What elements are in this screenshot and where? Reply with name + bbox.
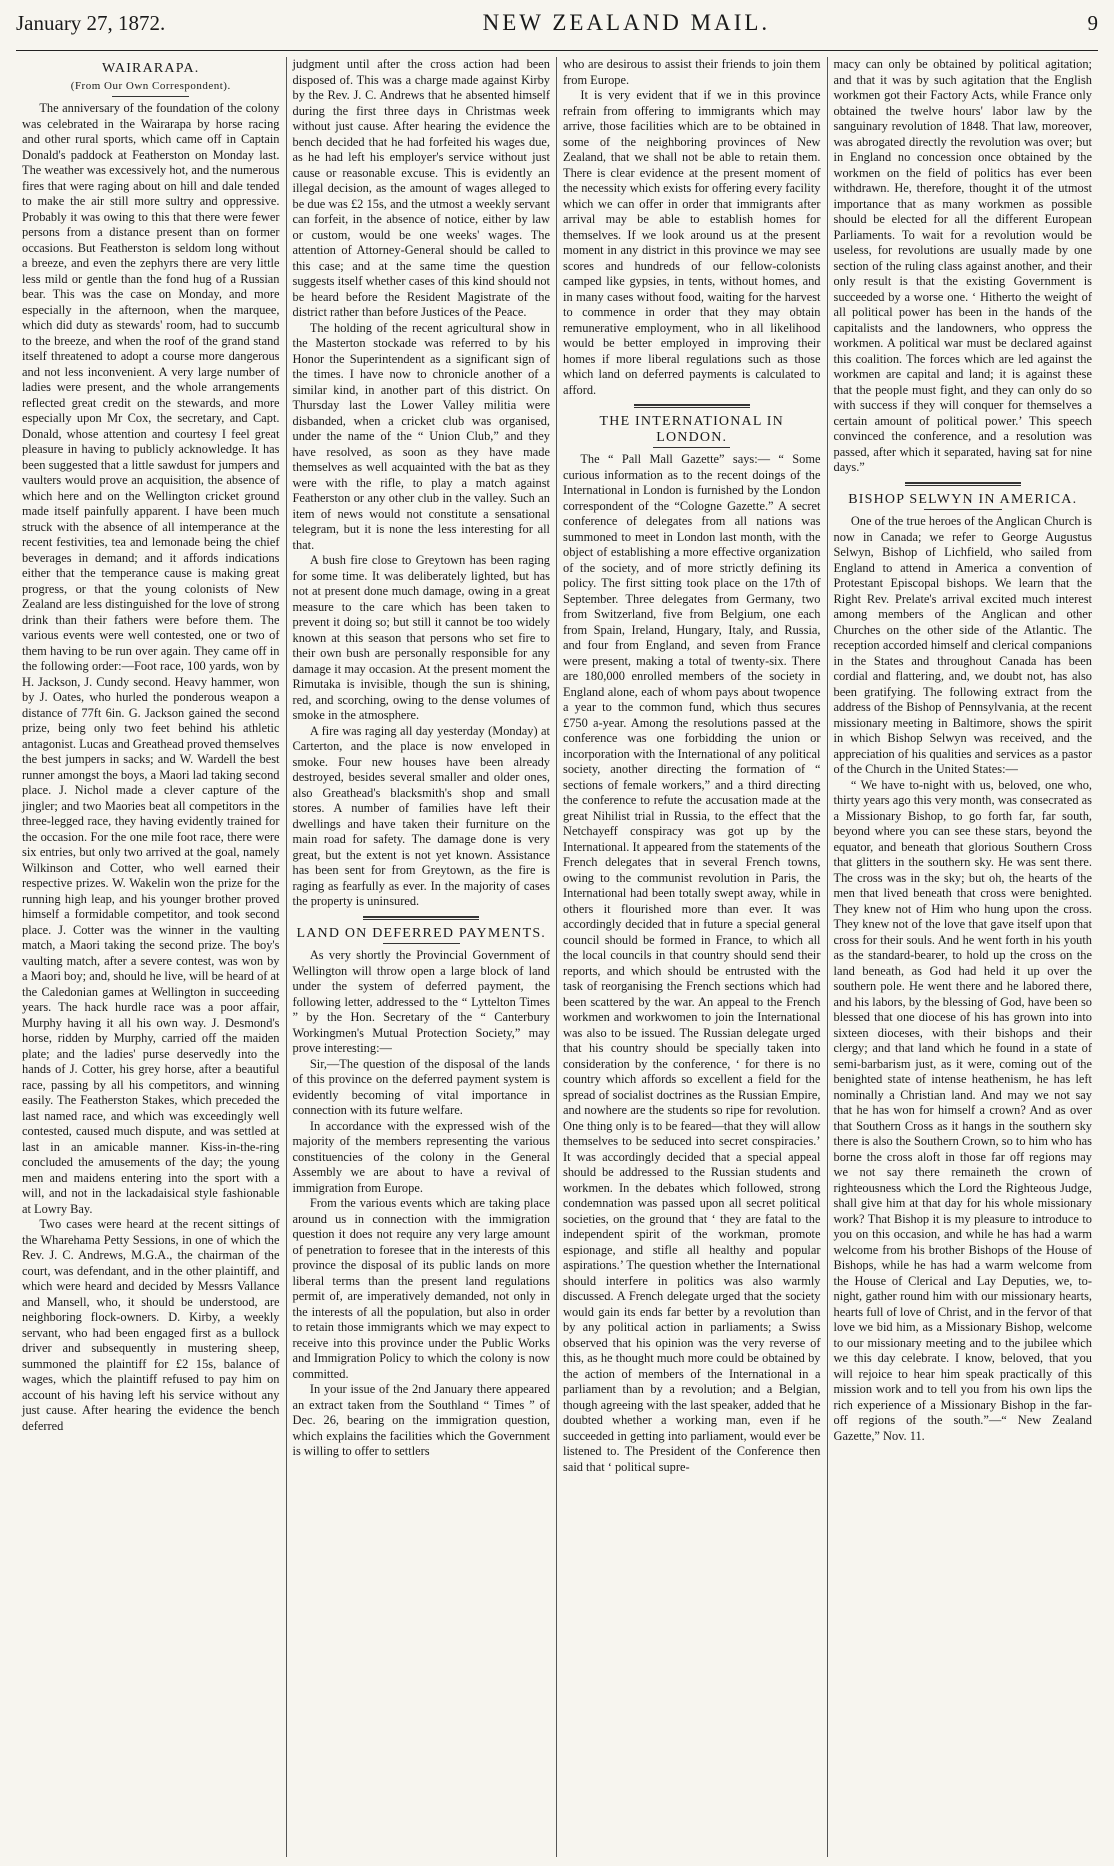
article-heading-international: THE INTERNATIONAL IN LONDON.: [599, 414, 784, 445]
divider: [383, 943, 460, 944]
section-separator: [905, 482, 1021, 486]
article-paragraph: A fire was raging all day yesterday (Monday) at Carterton, and the place is now enveloped in smoke. Four new houses have been already destroyed, besides several smaller and older ones, also Greathead's blacksmith's shop and small stores. A number of families have left their dwellings and have taken their furniture on the main road for safety. The damage done is very great, but the extent is not yet known. Assistance has been sent for from Greytown, as the fire is raging as fearfully as ever. In the majority of cases the property is uninsured.: [292, 723, 550, 908]
article-columns: [16, 57, 1098, 1857]
column-4: [828, 57, 1099, 1857]
article-paragraph: Sir,—The question of the disposal of the lands of this province on the deferred payment system is evidently becoming of vital importance in connection with its future welfare.: [292, 1056, 550, 1117]
article-paragraph: The “ Pall Mall Gazette” says:— “ Some curious information as to the recent doings of the International in London is furnished by the London correspondent of the “Cologne Gazette.” A secret conference of delegates from all nations was summoned to meet in London last month, with the object of establishing a more effective organization of the society, and of more strictly defining its policy. The first sitting took place on the 17th of September. Three delegates from Germany, two from Switzerland, five from Belgium, one each from Spain, Ireland, Hungary, Italy, and Russia, and four from England, and seven from France were present, making a total of twenty-six. There are 180,000 enrolled members of the society in England alone, each of whom pays about twopence a year to the common fund, which thus secures £750 a-year. Among the resolutions passed at the conference was one forbidding the union or incorporation with the International of any political society, another directing the formation of “ sections of female workers,” and a third directing the conference to refute the accusation made at the great Nihilist trial in Russia, to the effect that the Netchayeff conspiracy was got up by the International. It appeared from the statements of the French delegates that in several French towns, owing to the communist revolution in Paris, the International had been totally swept away, while in others it flourished more than ever. It was accordingly decided that in future a special general council should be formed in France, to which all the local councils in that country should send their reports, and which should be entrusted with the task of reorganising the French sections which had been scattered by the war. An appeal to the French workmen and workwomen to join the International was also to be issued. The Russian delegate urged that his country should be specially taken into consideration by the conference, ‘ for there is no country which affords so excellent a field for the spread of socialist doctrines as the Russian Empire, and nowhere are the students so ripe for revolution. One thing only is to be feared—that they will allow themselves to be seduced into secret conspiracies.’ It was accordingly decided that a special appeal should be addressed to the Russian students and workmen. In the debates which followed, strong condemnation was passed upon all secret political societies, on the ground that ‘ they are fatal to the independent spirit of the workman, promote espionage, and stifle all healthy and popular aspirations.’ The question whether the International should interfere in politics was also warmly discussed. A French delegate urged that the society would gain its ends far better by a revolution than by any political action in parliaments; a Swiss observed that his opinion was the very reverse of this, as he thought much more could be obtained by the action of members of the International in a parliament than by a revolution; and a Belgian, though agreeing with the last speaker, added that he doubted whether a working man, even if he succeeded in getting into parliament, would ever be listened to. The President of the Conference then said that ‘ political supre-: [563, 452, 821, 1474]
article-paragraph: who are desirous to assist their friends to join them from Europe.: [563, 57, 821, 87]
article-byline: (From Our Own Correspondent).: [70, 79, 231, 92]
article-paragraph: From the various events which are taking place around us in connection with the immigration question it does not require any very large amount of penetration to foresee that in the interests of this province the disposal of its public lands on more liberal terms than the present land regulations permit of, are imperatively demanded, not only in the interests of all the population, but also in order to retain those immigrants which we may expect to receive into this province under the Public Works and Immigration Policy to which the colony is now committed.: [292, 1196, 550, 1381]
article-paragraph: It is very evident that if we in this province refrain from offering to immigrants which may arrive, those facilities which are to be obtained in some of the neighboring provinces of New Zealand, that we shall not be able to retain them. There is clear evidence at the present moment of the necessity which exists for offering every facility which we can offer in order that immigrants after arrival may be able to establish homes for themselves. If we look around us at the present moment in any district in this province we may see scores and hundreds of our fellow-colonists camped like gypsies, in tents, without homes, and in many cases without food, waiting for the harvest to commence in order that they may obtain remunerative employment, who in all likelihood would be better employed in improving their homes if more liberal regulations such as those which land on deferred payments is calculated to afford.: [563, 88, 821, 397]
article-paragraph: judgment until after the cross action had been disposed of. This was a charge made against Kirby by the Rev. J. C. Andrews that he absented himself during the first three days in Christmas week without just cause. After hearing the evidence the bench decided that he had forfeited his wages due, as he had left his employer's service without just cause or reasonable excuse. This is evidently an illegal decision, as the amount of wages alleged to be due was £2 15s, and the utmost a weekly servant can forfeit, in the absence of notice, either by law or custom, would be one weeks' wages. The attention of Attorney-General should be called to this case; and at the same time the question suggests itself whether cases of this kind should not be heard before the Resident Magistrate of the district rather than before Justices of the Peace.: [292, 57, 550, 319]
article-paragraph: The holding of the recent agricultural show in the Masterton stockade was referred to by his Honor the Superintendent as a significant sign of the times. I have now to chronicle another of a similar kind, in another part of this district. On Thursday last the Lower Valley militia were disbanded, when a cricket club was organised, under the name of the “ Union Club,” and they have resolved, as soon as they have made themselves as well acquainted with the bat as they were with the rifle, to play a match against Featherston or any other club in the valley. Such an item of news would not constitute a sensational telegram, but it is none the less interesting for all that.: [292, 320, 550, 552]
column-1: [16, 57, 287, 1857]
section-separator: [363, 916, 479, 920]
article-paragraph: As very shortly the Provincial Government of Wellington will throw open a large block of land under the system of deferred payment, the following letter, addressed to the “ Lyttelton Times ” by the Hon. Secretary of the “ Canterbury Workingmen's Mutual Protection Society,” may prove interesting:—: [292, 948, 550, 1055]
article-paragraph: “ We have to-night with us, beloved, one who, thirty years ago this very month, was consecrated as a Missionary Bishop, to go forth far, far south, beyond where you can see these stars, beyond the equator, and beneath that glorious Southern Cross that glitters in the southern sky. He was sent there. The cross was in the sky; but oh, the hearts of the men that lived beneath that cross were benighted. They knew not of Him who hung upon the cross. They knew not of the love that gave itself upon that cross for their souls. And he went forth in his youth as the standard-bearer, to hold up the cross on the land beneath, as God had held it up over the southern pole. He went there and he labored there, and his labors, by the blessing of God, have been so blessed that one diocese of his has grown into into sixteen dioceses, with their bishops and their clergy; and that land which he found in a state of semi-barbarism just, as it were, coming out of the benighted state of intense heathenism, he has left nominally a Christian land. And may we not say that he has won for himself a crown? And as over that Southern Cross as it hangs in the southern sky there is also the Southern Crown, so to him who has borne the cross aloft in those far off regions may we not say there remaineth the crown of righteousness which the Lord the Righteous Judge, shall give him at that day for his whole missionary work? That Bishop it is my pleasure to introduce to you on this occasion, and while he has had a warm welcome from his brother Bishops of the House of Bishops, while he has had a warm welcome from the House of Clerical and Lay Deputies, we, to-night, gather round him with our missionary hearts, hearts full of love of Christ, and in the fervor of that love we bid him, as a Missionary Bishop, welcome to our missionary meeting and to the jubilee which we this day celebrate. I know, beloved, that you will rejoice to hear him speak practically of this mission work and to tell you from his own lips the rich experience of a Missionary Bishop in the far-off regions of the south.”—“ New Zealand Gazette,” Nov. 11.: [833, 777, 1092, 1443]
issue-date: January 27, 1872.: [16, 11, 166, 35]
column-3: [557, 57, 828, 1857]
section-separator: [634, 404, 750, 408]
article-paragraph: In accordance with the expressed wish of the majority of the members representing the various constituencies of the colony in the General Assembly we are about to have a revival of immigration from Europe.: [292, 1118, 550, 1195]
article-paragraph: In your issue of the 2nd January there appeared an extract taken from the Southland “ Times ” of Dec. 26, bearing on the immigration question, which explains the facilities which the Government is willing to offer to settlers: [292, 1382, 550, 1458]
page-number: 9: [1087, 11, 1098, 35]
paper-title: NEW ZEALAND MAIL.: [482, 10, 771, 35]
divider: [112, 96, 189, 97]
article-paragraph: The anniversary of the foundation of the colony was celebrated in the Wairarapa by horse racing and other rural sports, which came off in Captain Donald's paddock at Featherston on Monday last. The weather was excessively hot, and the numerous fires that were raging about on hill and dale tended to make the air still more sultry and oppressive. Probably it was owing to this that there were fewer persons from a distance present than on former occasions. But Featherston is seldom long without a breeze, and even the zephyrs there are very little less mild or gentle than the fond hug of a Russian bear. This was the case on Monday, and more especially in the afternoon, when the marquee, which did duty as stewards' room, had to succumb to the breeze, and when the roof of the grand stand itself threatened to adopt a course more dangerous and not less inconvenient. A very large number of ladies were present, and the whole arrangements reflected great credit on the stewards, and more especially upon Mr Cox, the secretary, and Capt. Donald, whose attention and courtesy I feel great pleasure in having to publicly acknowledge. It has been suggested that a little sawdust for jumpers and vaulters would prove an acquisition, the absence of which here and on the Wellington cricket ground made itself painfully apparent. I have been much struck with the absence of all intemperance at the recent festivities, tea and lemonade being the chief beverages in demand; and it affords indications either that the temperance cause is making great progress, or that the young colonists of New Zealand are less distinguished for the love of strong drink than their fathers were before them. The various events were well contested, one or two of them having to be run over again. They came off in the following order:—Foot race, 100 yards, won by H. Jackson, J. Cundy second. Heavy hammer, won by J. Oates, who hurled the ponderous weapon a distance of 77ft 6in. G. Jackson gained the second prize, being only two feet behind his athletic antagonist. Lucas and Greathead proved themselves the best jumpers in sacks; and W. Wardell the best runner amongst the boys, a Maori lad taking second place. J. Nichol made a clever capture of the jingler; and two Maories beat all competitors in the three-legged race, they having evidently trained for the occasion. For the one mile foot race, there were six entries, but only two arrived at the goal, namely Wilkinson and Cotter, who well earned their respective prizes. W. Wakelin won the prize for the running high leap, and his younger brother proved himself a formidable competitor, and took second place. J. Cotter was the winner in the vaulting match, a Maori taking the second prize. The boy's vaulting match, after a severe contest, was won by a Maori boy; and, should he live, will be heard of at the Caledonian games at Wellington in succeeding years. The hack hurdle race was a poor affair, Murphy having it all his own way. J. Desmond's horse, ridden by Murphy, carried off the maiden plate; and the ladies' purse deservedly into the hands of J. Cotter, his grey horse, after a beautiful race, passing by all his competitors, and winning easily. The Featherston Stakes, which preceded the last named race, and which was exceedingly well contested, caused much dispute, and was settled at last in an amicable manner. Kiss-in-the-ring concluded the amusements of the day; the young men and maidens entering into the sport with a will, and not in the lackadaisical style fashionable at Lowry Bay.: [22, 101, 280, 1216]
column-2: [287, 57, 558, 1857]
article-paragraph: macy can only be obtained by political agitation; and that it was by such agitation that the English workmen got their Factory Acts, while France only obtained the twelve hours' labor law by the sanguinary revolution of 1848. That law, moreover, was abrogated directly the revolution was over; but in England no concession once obtained by the workmen on the field of politics has ever been withdrawn. He, therefore, thought it of the utmost importance that as many workmen as possible should be elected for all the different European Parliaments. To wait for a revolution would be useless, for revolutions are usually made by one section of the ruling class against another, and their only result is that the existing Government is succeeded by a worse one. ‘ Hitherto the weight of all political power has been in the hands of the capitalists and the landowners, who oppress the workmen. A political war must be declared against this coalition. The forces which are led against the workmen are capital and land; it is against these that the people must fight, and they can only do so with success if they will conquer for themselves a certain amount of political power.’ This speech convinced the conference, and a resolution was passed, after which it separated, having sat for nine days.”: [833, 57, 1092, 474]
article-paragraph: A bush fire close to Greytown has been raging for some time. It was deliberately lighted, but has not at present done much damage, owing in a great measure to the care which has been taken to prevent it doing so; but still it cannot be too widely known at this season that persons who set fire to their own bush are personally responsible for any damage it may occasion. At the present moment the Rimutaka is invisible, though the sun is shining, red, and scorching, owing to the dense volumes of smoke in the atmosphere.: [292, 553, 550, 722]
article-paragraph: Two cases were heard at the recent sittings of the Wharehama Petty Sessions, in one of which the Rev. J. C. Andrews, M.G.A., the chairman of the court, was defendant, and in the other plaintiff, and which were heard and decided by Messrs Vallance and Mansell, who, it should be understood, are neighboring flock-owners. D. Kirby, a weekly servant, who had been engaged first as a bullock driver and subsequently in mustering sheep, summoned the plaintiff for £2 15s, balance of wages, which the plaintiff refused to pay him on account of his having left his service without any just cause. After hearing the evidence the bench deferred: [22, 1217, 280, 1433]
divider: [653, 447, 730, 448]
article-heading-bishop-selwyn: BISHOP SELWYN IN AMERICA.: [848, 491, 1078, 507]
divider: [924, 509, 1002, 510]
masthead: [16, 10, 1098, 51]
article-heading-land-deferred: LAND ON DEFERRED PAYMENTS.: [296, 925, 547, 941]
article-heading-wairarapa: WAIRARAPA.: [102, 61, 200, 76]
article-paragraph: One of the true heroes of the Anglican Church is now in Canada; we refer to George Augustus Selwyn, Bishop of Lichfield, who sailed from England to attend in America a convention of Protestant Episcopal bishops. We learn that the Right Rev. Prelate's arrival excited much interest among members of the Anglican and other Churches on the other side of the Atlantic. The reception accorded himself and clerical companions in the States and throughout Canada has been cordial and flattering, and, we doubt not, has also been gratifying. The following extract from the address of the Bishop of Pennsylvania, at the recent missionary meeting in Baltimore, shows the spirit in which Bishop Selwyn was received, and the appreciation of his qualities and services as a pastor of the Church in the United States:—: [833, 514, 1092, 776]
